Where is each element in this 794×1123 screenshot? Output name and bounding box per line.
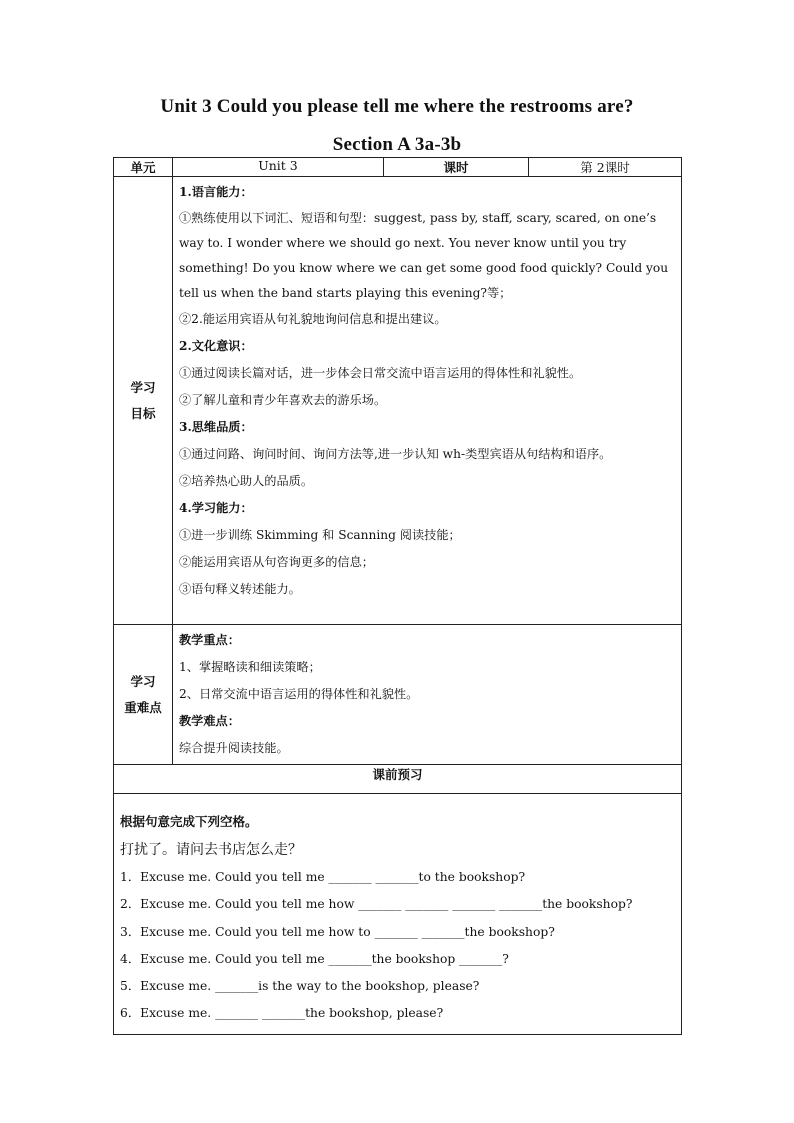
objective-item: ②2.能运用宾语从句礼貌地询问信息和提出建议。 [179, 312, 447, 326]
objective-item: ①通过问路、询问时间、询问方法等,进一步认知 wh-类型宾语从句结构和语序。 [179, 447, 612, 461]
focus-title: 教学重点： [179, 633, 240, 647]
objective-item: ③语句释义转述能力。 [179, 582, 301, 596]
exercise-item: 4．Excuse me. Could you tell me _______the bookshop _______? [120, 951, 509, 966]
period-value: 第 2课时 [529, 158, 682, 177]
objective-item: ①进一步训练 Skimming 和 Scanning 阅读技能； [179, 528, 461, 542]
preview-section-title: 课前预习 [114, 765, 682, 794]
objectives-row [114, 177, 682, 625]
exercise-item: 3．Excuse me. Could you tell me how to _______ _______the bookshop? [120, 924, 555, 939]
preview-prompt: 打扰了。请问去书店怎么走？ [120, 842, 302, 858]
objective-item: ②培养热心助人的品质。 [179, 474, 314, 488]
objective-section-title: 4.学习能力： [179, 501, 253, 515]
exercise-item: 2．Excuse me. Could you tell me how _______ _______ _______ _______the bookshop? [120, 897, 633, 912]
focus-item: 1、掌握略读和细读策略； [179, 660, 321, 674]
focus-item: 2、日常交流中语言运用的得体性和礼貌性。 [179, 687, 419, 701]
document-subtitle: Section A 3a-3b [332, 134, 462, 155]
keypoints-side-label [114, 625, 173, 765]
keypoints-side-label-2: 重难点 [124, 699, 162, 715]
objective-section-title: 3.思维品质： [179, 420, 253, 434]
preview-row [114, 794, 682, 1035]
objectives-side-label-2: 目标 [130, 405, 156, 421]
document-title: Unit 3 Could you please tell me where the restrooms are? [160, 96, 634, 117]
exercise-item: 5．Excuse me. _______is the way to the bookshop, please? [120, 979, 480, 994]
objectives-side-label [114, 177, 173, 625]
objectives-side-label-1: 学习 [130, 379, 156, 395]
difficulty-title: 教学难点： [179, 714, 240, 728]
objective-item: ①通过阅读长篇对话，进一步体会日常交流中语言运用的得体性和礼貌性。 [179, 366, 582, 380]
lesson-plan-table [113, 157, 682, 1035]
difficulty-item: 综合提升阅读技能。 [179, 741, 289, 755]
period-label: 课时 [384, 158, 529, 177]
objectives-content [173, 177, 682, 625]
objective-section-title: 1.语言能力： [179, 185, 253, 199]
objective-item: ①熟练使用以下词汇、短语和句型：suggest, pass by, staff, scary, scared, on one’s way to. I wonder where we should go next. You never know until you try something! Do you know where we can get some good food quickly? Could you tell us when the band starts playing this evening?等； [179, 211, 669, 300]
objective-item: ②了解儿童和青少年喜欢去的游乐场。 [179, 393, 387, 407]
keypoints-content [173, 625, 682, 765]
header-row [114, 158, 682, 177]
objective-item: ②能运用宾语从句咨询更多的信息； [179, 555, 374, 569]
objective-section-title: 2.文化意识： [179, 339, 253, 353]
exercise-item: 6．Excuse me. _______ _______the bookshop, please? [120, 1006, 444, 1021]
exercise-item: 1．Excuse me. Could you tell me _______ _______to the bookshop? [120, 870, 526, 884]
preview-header-row [114, 765, 682, 794]
preview-content [114, 794, 682, 1035]
keypoints-row [114, 625, 682, 765]
keypoints-side-label-1: 学习 [130, 673, 156, 689]
preview-instruction: 根据句意完成下列空格。 [120, 814, 258, 829]
unit-label: 单元 [114, 158, 173, 177]
unit-value: Unit 3 [173, 158, 384, 177]
